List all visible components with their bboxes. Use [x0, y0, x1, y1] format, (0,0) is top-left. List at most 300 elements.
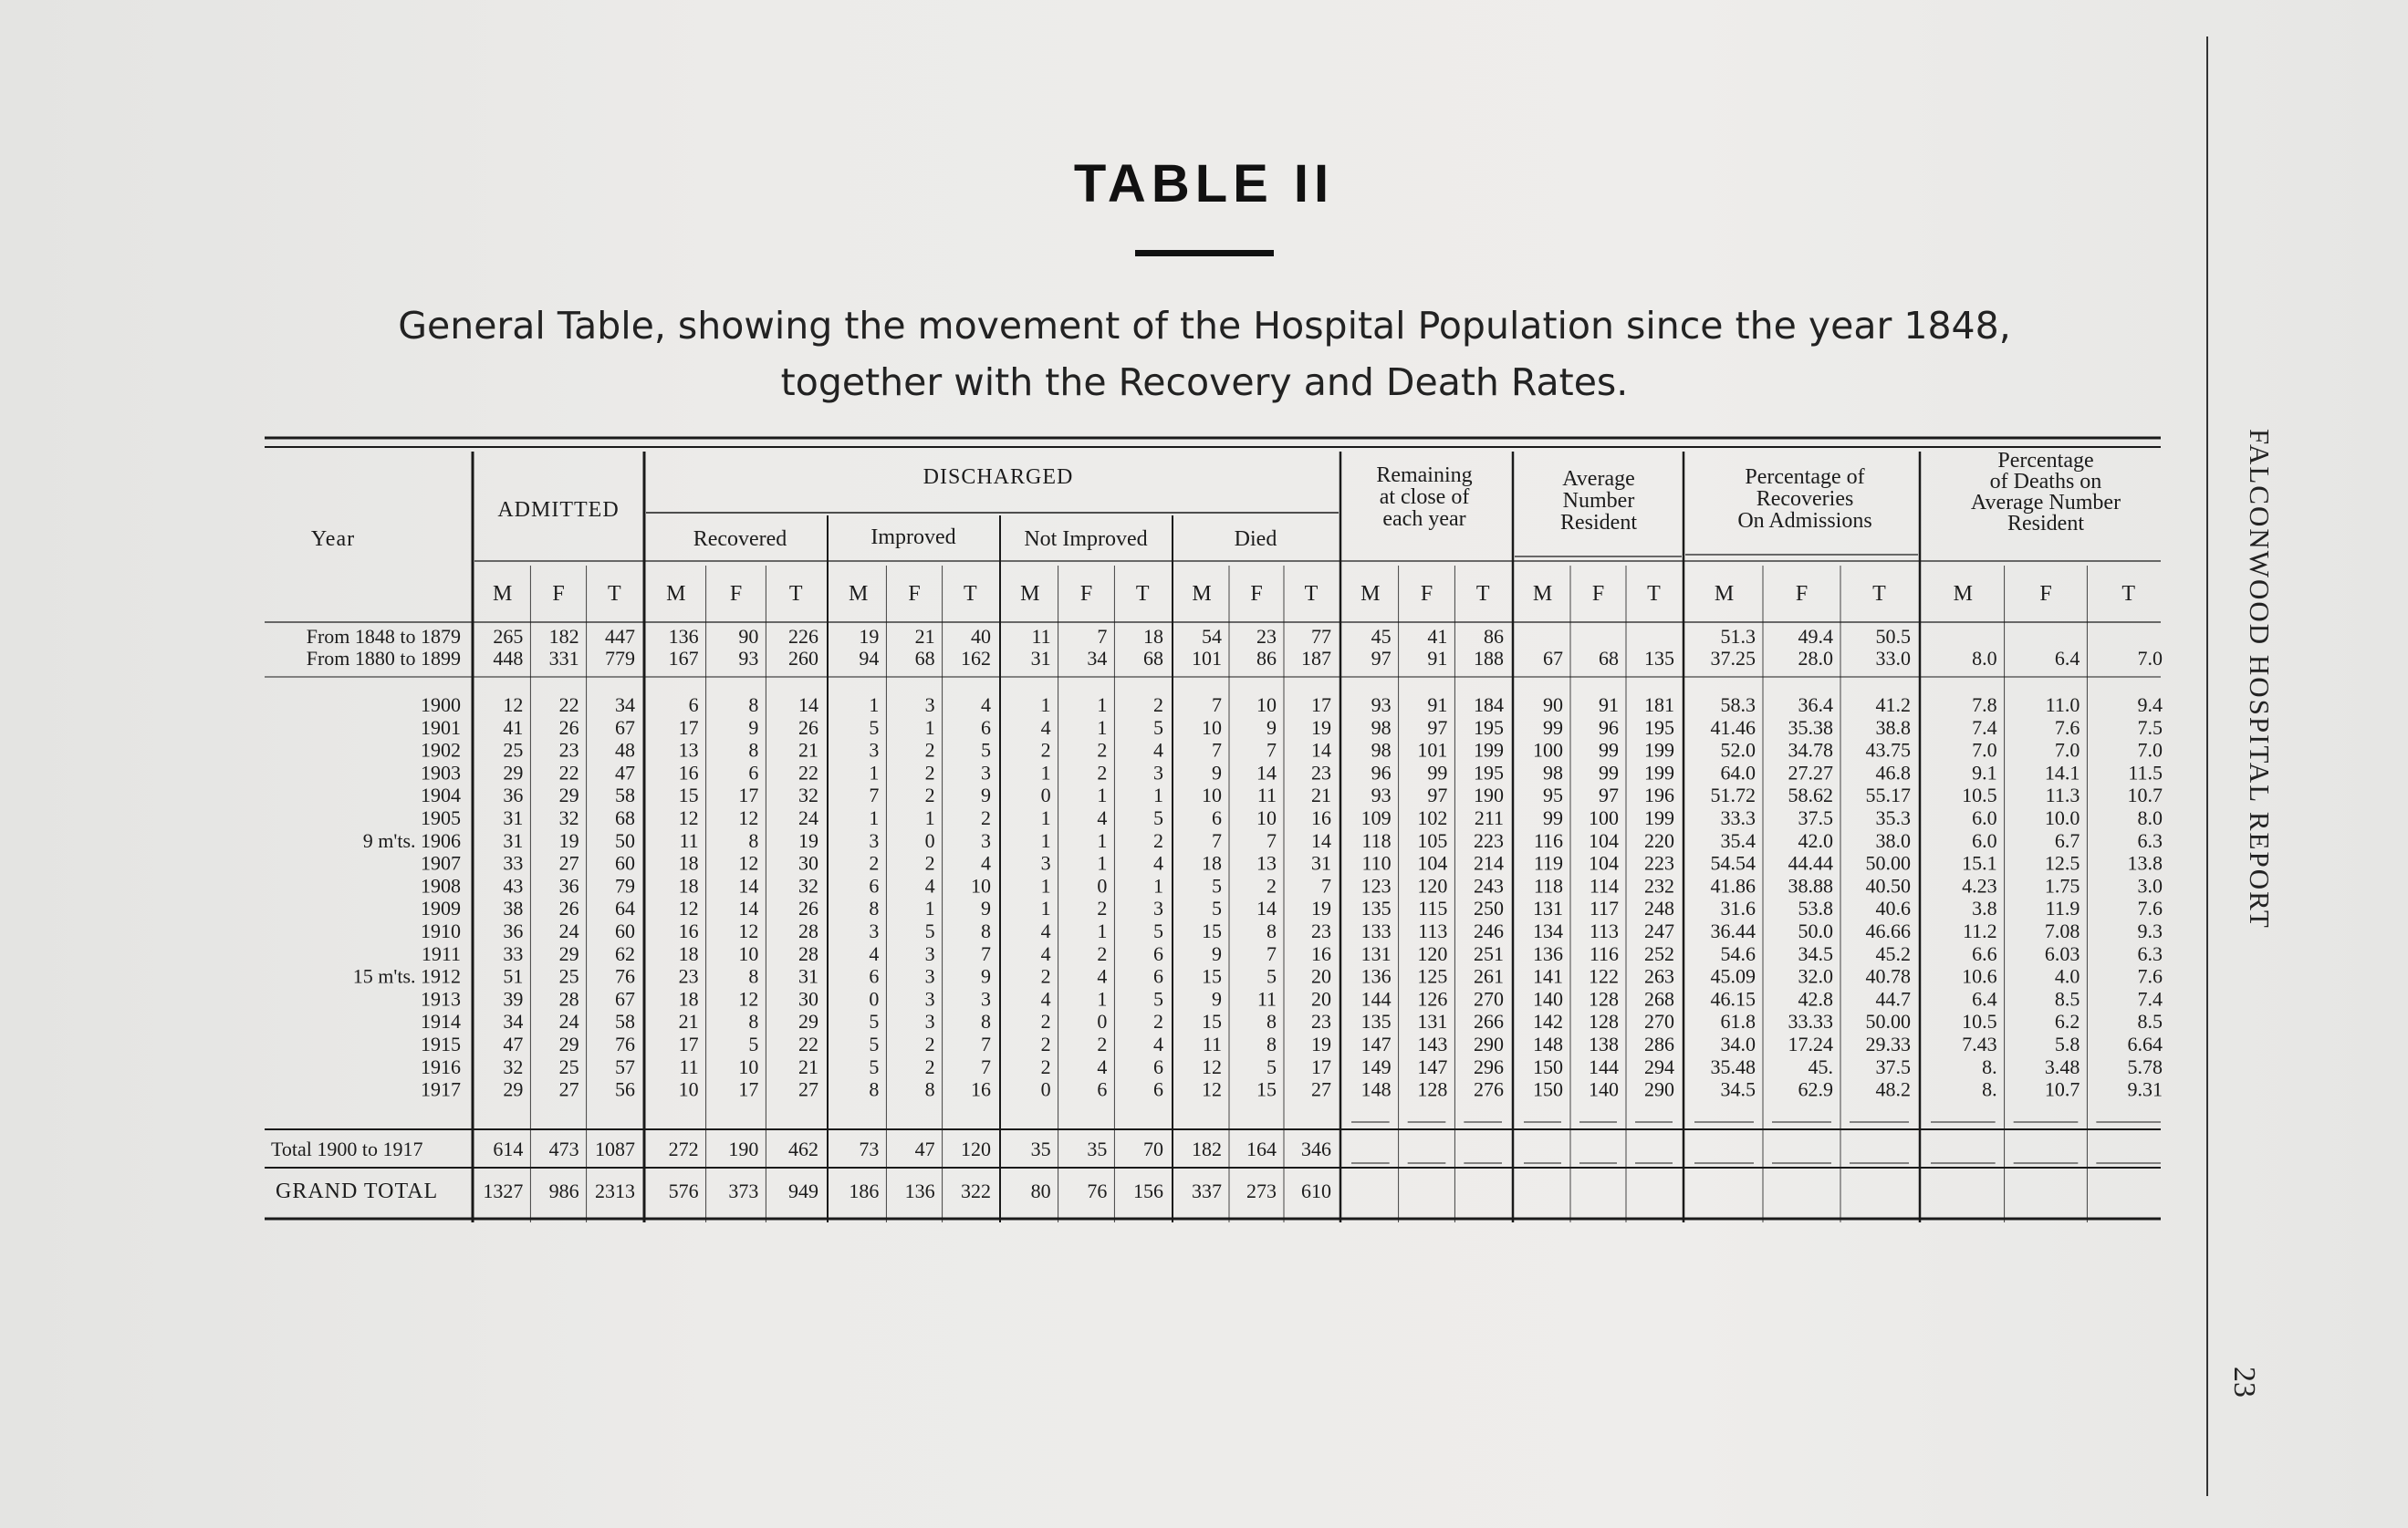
table-cell: 167 [668, 647, 699, 670]
mft-header-f: F [1420, 582, 1433, 606]
table-cell: 34.5 [1798, 941, 1833, 965]
table-cell: 113 [1418, 920, 1448, 942]
table-cell: 10.6 [1962, 964, 1997, 988]
table-cell: 3 [981, 987, 991, 1011]
table-cell: 43 [503, 874, 524, 898]
table-cell: 11.5 [2128, 761, 2163, 785]
table-cell: 10 [1256, 693, 1277, 716]
table-cell: 2 [1040, 1055, 1051, 1078]
mft-header-f: F [908, 582, 921, 606]
table-cell: 67 [615, 715, 635, 739]
table-cell: 6.0 [1972, 828, 1997, 852]
grand-total-cell: 80 [1030, 1180, 1051, 1202]
table-cell: 42.0 [1798, 828, 1833, 852]
table-cell: 57 [615, 1055, 635, 1078]
table-cell: 38.8 [1875, 715, 1911, 739]
table-cell: 7 [1267, 738, 1277, 762]
table-cell: 7 [1267, 828, 1277, 852]
table-cell: 33.33 [1788, 1010, 1833, 1034]
table-cell: 252 [1644, 941, 1674, 965]
table-cell: 34 [1087, 647, 1108, 670]
table-cell: 1 [1097, 828, 1108, 852]
table-cell: 96 [1599, 715, 1619, 739]
table-cell: 91 [1427, 693, 1448, 716]
table-cell: 27.27 [1788, 761, 1833, 785]
table-cell: 102 [1417, 806, 1448, 829]
table-cell: 8 [748, 1010, 759, 1034]
table-cell: 7 [1212, 738, 1222, 762]
grand-total-cell: 373 [728, 1180, 759, 1202]
row-label: 1908 [421, 874, 461, 898]
table-cell: 68 [1143, 647, 1163, 670]
table-cell: 8 [748, 828, 759, 852]
table-cell: 5 [924, 920, 935, 942]
mft-header-f: F [729, 582, 743, 606]
table-cell: 6.4 [1972, 987, 1997, 1011]
table-cell: 26 [798, 715, 818, 739]
table-cell: 140 [1589, 1077, 1619, 1101]
table-cell: 109 [1360, 806, 1392, 829]
table-cell: 29 [503, 761, 524, 785]
table-cell: 143 [1417, 1033, 1448, 1055]
table-cell: 52.0 [1720, 738, 1756, 762]
table-cell: 3 [869, 920, 880, 942]
table-cell: 34 [615, 693, 635, 716]
table-cell: 58.3 [1720, 693, 1756, 716]
table-cell: 25 [558, 964, 579, 988]
table-cell: 182 [548, 625, 579, 648]
table-cell: 150 [1533, 1055, 1563, 1078]
table-cell: 62.9 [1798, 1077, 1833, 1101]
table-cell: 54 [1202, 625, 1222, 648]
table-cell: 26 [558, 715, 579, 739]
row-label: 1913 [421, 987, 461, 1011]
mft-header-t: T [1304, 582, 1319, 606]
table-cell: 77 [1311, 625, 1331, 648]
table-cell: 10 [738, 941, 759, 965]
table-cell: 39 [503, 987, 524, 1011]
table-cell: 104 [1417, 851, 1448, 875]
table-cell: 27 [558, 851, 579, 875]
table-cell: 41.2 [1875, 693, 1911, 716]
table-cell: 6 [1153, 964, 1163, 988]
table-cell: 5 [1153, 987, 1163, 1011]
table-cell: 223 [1644, 851, 1674, 875]
table-cell: 32 [503, 1055, 524, 1078]
table-cell: 58.62 [1788, 784, 1833, 807]
table-cell: 448 [493, 647, 524, 670]
table-cell: 105 [1417, 828, 1448, 852]
table-cell: 50 [615, 828, 635, 852]
table-cell: 1 [924, 897, 935, 920]
table-cell: 15.1 [1962, 851, 1997, 875]
table-cell: 8 [869, 1077, 880, 1101]
table-cell: 243 [1474, 874, 1504, 898]
pct-recoveries-header-line: Percentage of [1745, 465, 1865, 489]
average-header-line: Number [1562, 489, 1635, 513]
table-cell: 4 [981, 693, 991, 716]
table-cell: 3 [924, 964, 935, 988]
pct-deaths-header-line: of Deaths on [1989, 470, 2102, 494]
table-cell: 10 [1202, 784, 1222, 807]
table-cell: 12.5 [2044, 851, 2080, 875]
table-cell: 2 [1097, 941, 1108, 965]
total-cell: 70 [1143, 1138, 1163, 1160]
table-cell: 25 [558, 1055, 579, 1078]
total-cell: 346 [1301, 1138, 1331, 1160]
table-cell: 113 [1589, 920, 1619, 942]
table-cell: 2 [1267, 874, 1277, 898]
table-cell: 46.15 [1710, 987, 1756, 1011]
pct-recoveries-header-line: Recoveries [1756, 487, 1854, 511]
table-cell: 120 [1417, 941, 1448, 965]
table-cell: 8 [1267, 1033, 1277, 1055]
table-cell: 33 [503, 941, 524, 965]
table-cell: 42.8 [1798, 987, 1833, 1011]
table-cell: 8.5 [2137, 1010, 2163, 1034]
table-cell: 26 [558, 897, 579, 920]
table-cell: 9 [1212, 761, 1222, 785]
table-cell: 23 [1311, 920, 1331, 942]
table-cell: 62 [615, 941, 635, 965]
table-cell: 21 [798, 738, 818, 762]
total-row-label: Total 1900 to 1917 [271, 1138, 423, 1160]
page-number: 23 [2227, 1367, 2261, 1398]
table-cell: 1 [1040, 761, 1051, 785]
table-cell: 8 [1267, 920, 1277, 942]
table-cell: 7.4 [2137, 987, 2163, 1011]
table-cell: 51 [503, 964, 524, 988]
table-cell: 5 [869, 715, 880, 739]
table-cell: 45.2 [1875, 941, 1911, 965]
table-cell: 17 [738, 784, 759, 807]
table-cell: 50.00 [1865, 851, 1911, 875]
table-cell: 99 [1599, 738, 1619, 762]
table-cell: 53.8 [1798, 897, 1833, 920]
table-cell: 3 [981, 828, 991, 852]
table-cell: 8 [981, 920, 991, 942]
table-cell: 2 [1040, 1033, 1051, 1055]
mft-header-t: T [607, 582, 621, 606]
row-label: From 1880 to 1899 [306, 647, 461, 670]
table-cell: 7 [1212, 693, 1222, 716]
table-cell: 10 [1202, 715, 1222, 739]
table-cell: 46.8 [1875, 761, 1911, 785]
table-cell: 46.66 [1865, 920, 1911, 942]
table-cell: 41.46 [1710, 715, 1756, 739]
table-cell: 2 [924, 761, 935, 785]
row-label: 1916 [421, 1055, 461, 1078]
table-cell: 0 [924, 828, 935, 852]
mft-header-t: T [788, 582, 803, 606]
table-cell: 47 [615, 761, 635, 785]
table-cell: 140 [1533, 987, 1563, 1011]
table-cell: 99 [1427, 761, 1448, 785]
table-cell: 296 [1474, 1055, 1504, 1078]
table-cell: 20 [1311, 964, 1331, 988]
table-cell: 68 [1599, 647, 1619, 670]
grand-total-cell: 2313 [595, 1180, 635, 1202]
table-cell: 76 [615, 964, 635, 988]
died-header: Died [1234, 527, 1277, 551]
table-cell: 2 [869, 851, 880, 875]
table-cell: 2 [981, 806, 991, 829]
remaining-header-line: at close of [1379, 485, 1470, 509]
table-cell: 190 [1474, 784, 1504, 807]
table-cell: 35.3 [1875, 806, 1911, 829]
table-cell: 97 [1599, 784, 1619, 807]
table-cell: 41.86 [1710, 874, 1756, 898]
table-cell: 2 [924, 738, 935, 762]
table-cell: 21 [798, 1055, 818, 1078]
table-cell: 27 [798, 1077, 818, 1101]
table-cell: 7.43 [1962, 1033, 1997, 1055]
row-label: 1901 [421, 715, 461, 739]
table-cell: 7 [981, 1055, 991, 1078]
table-cell: 86 [1256, 647, 1277, 670]
table-cell: 8.0 [2137, 806, 2163, 829]
table-cell: 148 [1360, 1077, 1392, 1101]
table-cell: 1 [1040, 693, 1051, 716]
table-cell: 34.78 [1788, 738, 1833, 762]
table-cell: 150 [1533, 1077, 1563, 1101]
table-cell: 31 [798, 964, 818, 988]
table-cell: 128 [1417, 1077, 1448, 1101]
table-cell: 199 [1644, 738, 1674, 762]
table-cell: 7.6 [2137, 964, 2163, 988]
table-cell: 3 [924, 987, 935, 1011]
table-cell: 7.8 [1972, 693, 1997, 716]
table-cell: 7 [869, 784, 880, 807]
table-cell: 1 [869, 806, 880, 829]
table-cell: 3 [981, 761, 991, 785]
table-cell: 40 [971, 625, 991, 648]
table-cell: 2 [1097, 761, 1108, 785]
table-cell: 17 [738, 1077, 759, 1101]
table-cell: 41 [1427, 625, 1448, 648]
table-cell: 98 [1543, 761, 1563, 785]
table-cell: 99 [1543, 715, 1563, 739]
table-cell: 9 [1212, 941, 1222, 965]
table-cell: 4.23 [1962, 874, 1997, 898]
table-cell: 12 [738, 806, 759, 829]
table-cell: 148 [1533, 1033, 1563, 1055]
table-cell: 4 [924, 874, 935, 898]
table-cell: 10.7 [2044, 1077, 2080, 1101]
table-cell: 54.6 [1720, 941, 1756, 965]
table-cell: 99 [1599, 761, 1619, 785]
table-cell: 28 [558, 987, 579, 1011]
subtitle-line-1: General Table, showing the movement of the Hospital Population since the year 1848, [398, 304, 2011, 348]
table-cell: 28.0 [1798, 647, 1833, 670]
table-cell: 2 [1097, 897, 1108, 920]
table-cell: 260 [788, 647, 818, 670]
table-cell: 7.0 [1972, 738, 1997, 762]
table-cell: 195 [1474, 761, 1504, 785]
table-cell: 58 [615, 784, 635, 807]
mft-header-m: M [666, 582, 686, 606]
table-cell: 199 [1644, 761, 1674, 785]
table-cell: 31 [1311, 851, 1331, 875]
table-cell: 6 [1153, 941, 1163, 965]
table-cell: 17 [678, 715, 699, 739]
table-cell: 5 [869, 1055, 880, 1078]
table-cell: 33.0 [1875, 647, 1911, 670]
total-cell: 190 [728, 1138, 759, 1160]
table-cell: 270 [1644, 1010, 1674, 1034]
table-cell: 19 [558, 828, 579, 852]
table-cell: 4 [1040, 920, 1051, 942]
table-cell: 144 [1589, 1055, 1619, 1078]
table-cell: 32.0 [1798, 964, 1833, 988]
table-cell: 19 [1311, 715, 1331, 739]
table-cell: 1 [1153, 784, 1163, 807]
table-cell: 9.4 [2137, 693, 2163, 716]
table-cell: 6 [1212, 806, 1222, 829]
table-cell: 10 [971, 874, 991, 898]
table-cell: 3.8 [1972, 897, 1997, 920]
table-cell: 27 [1311, 1077, 1331, 1101]
table-cell: 12 [738, 987, 759, 1011]
grand-total-cell: 136 [904, 1180, 935, 1202]
table-cell: 26 [798, 897, 818, 920]
table-cell: 14.1 [2044, 761, 2080, 785]
table-cell: 37.25 [1710, 647, 1756, 670]
table-cell: 40.78 [1865, 964, 1911, 988]
table-cell: 6 [869, 964, 880, 988]
table-cell: 123 [1360, 874, 1392, 898]
table-cell: 13 [678, 738, 699, 762]
table-cell: 56 [615, 1077, 635, 1101]
table-cell: 31 [503, 806, 524, 829]
table-cell: 22 [798, 761, 818, 785]
table-cell: 9 [981, 897, 991, 920]
table-cell: 7.5 [2137, 715, 2163, 739]
table-cell: 1 [869, 693, 880, 716]
grand-total-cell: 273 [1246, 1180, 1277, 1202]
table-cell: 6 [1153, 1055, 1163, 1078]
table-cell: 223 [1474, 828, 1504, 852]
table-cell: 196 [1644, 784, 1674, 807]
table-cell: 31 [503, 828, 524, 852]
table-cell: 29 [798, 1010, 818, 1034]
table-cell: 119 [1533, 851, 1563, 875]
table-cell: 15 [678, 784, 699, 807]
table-cell: 34 [503, 1010, 524, 1034]
table-cell: 2 [1040, 738, 1051, 762]
table-cell: 3 [1153, 897, 1163, 920]
mft-header-m: M [1953, 582, 1974, 606]
table-cell: 1 [1040, 897, 1051, 920]
row-label: 1903 [421, 761, 461, 785]
table-cell: 100 [1533, 738, 1563, 762]
table-cell: 114 [1589, 874, 1619, 898]
table-cell: 3.0 [2137, 874, 2163, 898]
table-cell: 64.0 [1720, 761, 1756, 785]
table-cell: 7 [981, 941, 991, 965]
table-cell: 61.8 [1720, 1010, 1756, 1034]
table-cell: 94 [859, 647, 880, 670]
total-cell: 462 [788, 1138, 818, 1160]
table-cell: 8. [1982, 1077, 1997, 1101]
table-cell: 0 [1040, 1077, 1051, 1101]
table-cell: 15 [1202, 964, 1222, 988]
row-label: 9 m'ts. 1906 [362, 828, 461, 852]
mft-header-t: T [1647, 582, 1661, 606]
total-cell: 73 [859, 1138, 880, 1160]
table-cell: 14 [798, 693, 818, 716]
table-cell: 38 [503, 897, 524, 920]
table-cell: 0 [1040, 784, 1051, 807]
table-cell: 6.7 [2054, 828, 2080, 852]
row-label: 1915 [421, 1033, 461, 1055]
table-cell: 34.0 [1720, 1033, 1756, 1055]
table-cell: 14 [738, 897, 759, 920]
table-cell: 3 [869, 828, 880, 852]
table-cell: 3 [924, 941, 935, 965]
mft-header-f: F [552, 582, 565, 606]
table-cell: 9 [981, 964, 991, 988]
table-cell: 31.6 [1720, 897, 1756, 920]
table-cell: 10.5 [1962, 1010, 1997, 1034]
table-cell: 21 [914, 625, 935, 648]
table-cell: 25 [503, 738, 524, 762]
table-cell: 60 [615, 920, 635, 942]
table-cell: 246 [1474, 920, 1504, 942]
table-cell: 60 [615, 851, 635, 875]
table-cell: 5 [1212, 874, 1222, 898]
table-cell: 8. [1982, 1055, 1997, 1078]
row-label: 1900 [421, 693, 461, 716]
table-cell: 6.4 [2054, 647, 2080, 670]
row-label: 1917 [421, 1077, 461, 1101]
table-cell: 10.0 [2044, 806, 2080, 829]
table-cell: 67 [615, 987, 635, 1011]
table-cell: 110 [1361, 851, 1392, 875]
table-cell: 6 [869, 874, 880, 898]
table-cell: 54.54 [1710, 851, 1756, 875]
table-cell: 18 [1202, 851, 1222, 875]
table-cell: 10.5 [1962, 784, 1997, 807]
table-cell: 50.0 [1798, 920, 1833, 942]
table-cell: 7.0 [2137, 647, 2163, 670]
table-cell: 6 [981, 715, 991, 739]
table-cell: 68 [914, 647, 935, 670]
table-cell: 128 [1589, 1010, 1619, 1034]
table-cell: 276 [1474, 1077, 1504, 1101]
table-cell: 9 [748, 715, 759, 739]
table-cell: 35.48 [1710, 1055, 1756, 1078]
table-cell: 126 [1417, 987, 1448, 1011]
table-cell: 68 [615, 806, 635, 829]
table-cell: 14 [1256, 897, 1277, 920]
table-cell: 162 [961, 647, 991, 670]
table-cell: 4 [1153, 738, 1163, 762]
table-cell: 11 [679, 1055, 699, 1078]
table-cell: 261 [1474, 964, 1504, 988]
table-cell: 0 [1097, 874, 1108, 898]
table-cell: 135 [1360, 1010, 1392, 1034]
table-cell: 18 [1143, 625, 1163, 648]
table-cell: 1 [1040, 828, 1051, 852]
table-cell: 6 [1097, 1077, 1108, 1101]
table-cell: 12 [678, 806, 699, 829]
total-cell: 35 [1087, 1138, 1108, 1160]
total-cell: 614 [493, 1138, 524, 1160]
table-cell: 17 [1311, 693, 1331, 716]
table-cell: 9.3 [2137, 920, 2163, 942]
row-label: 1909 [421, 897, 461, 920]
